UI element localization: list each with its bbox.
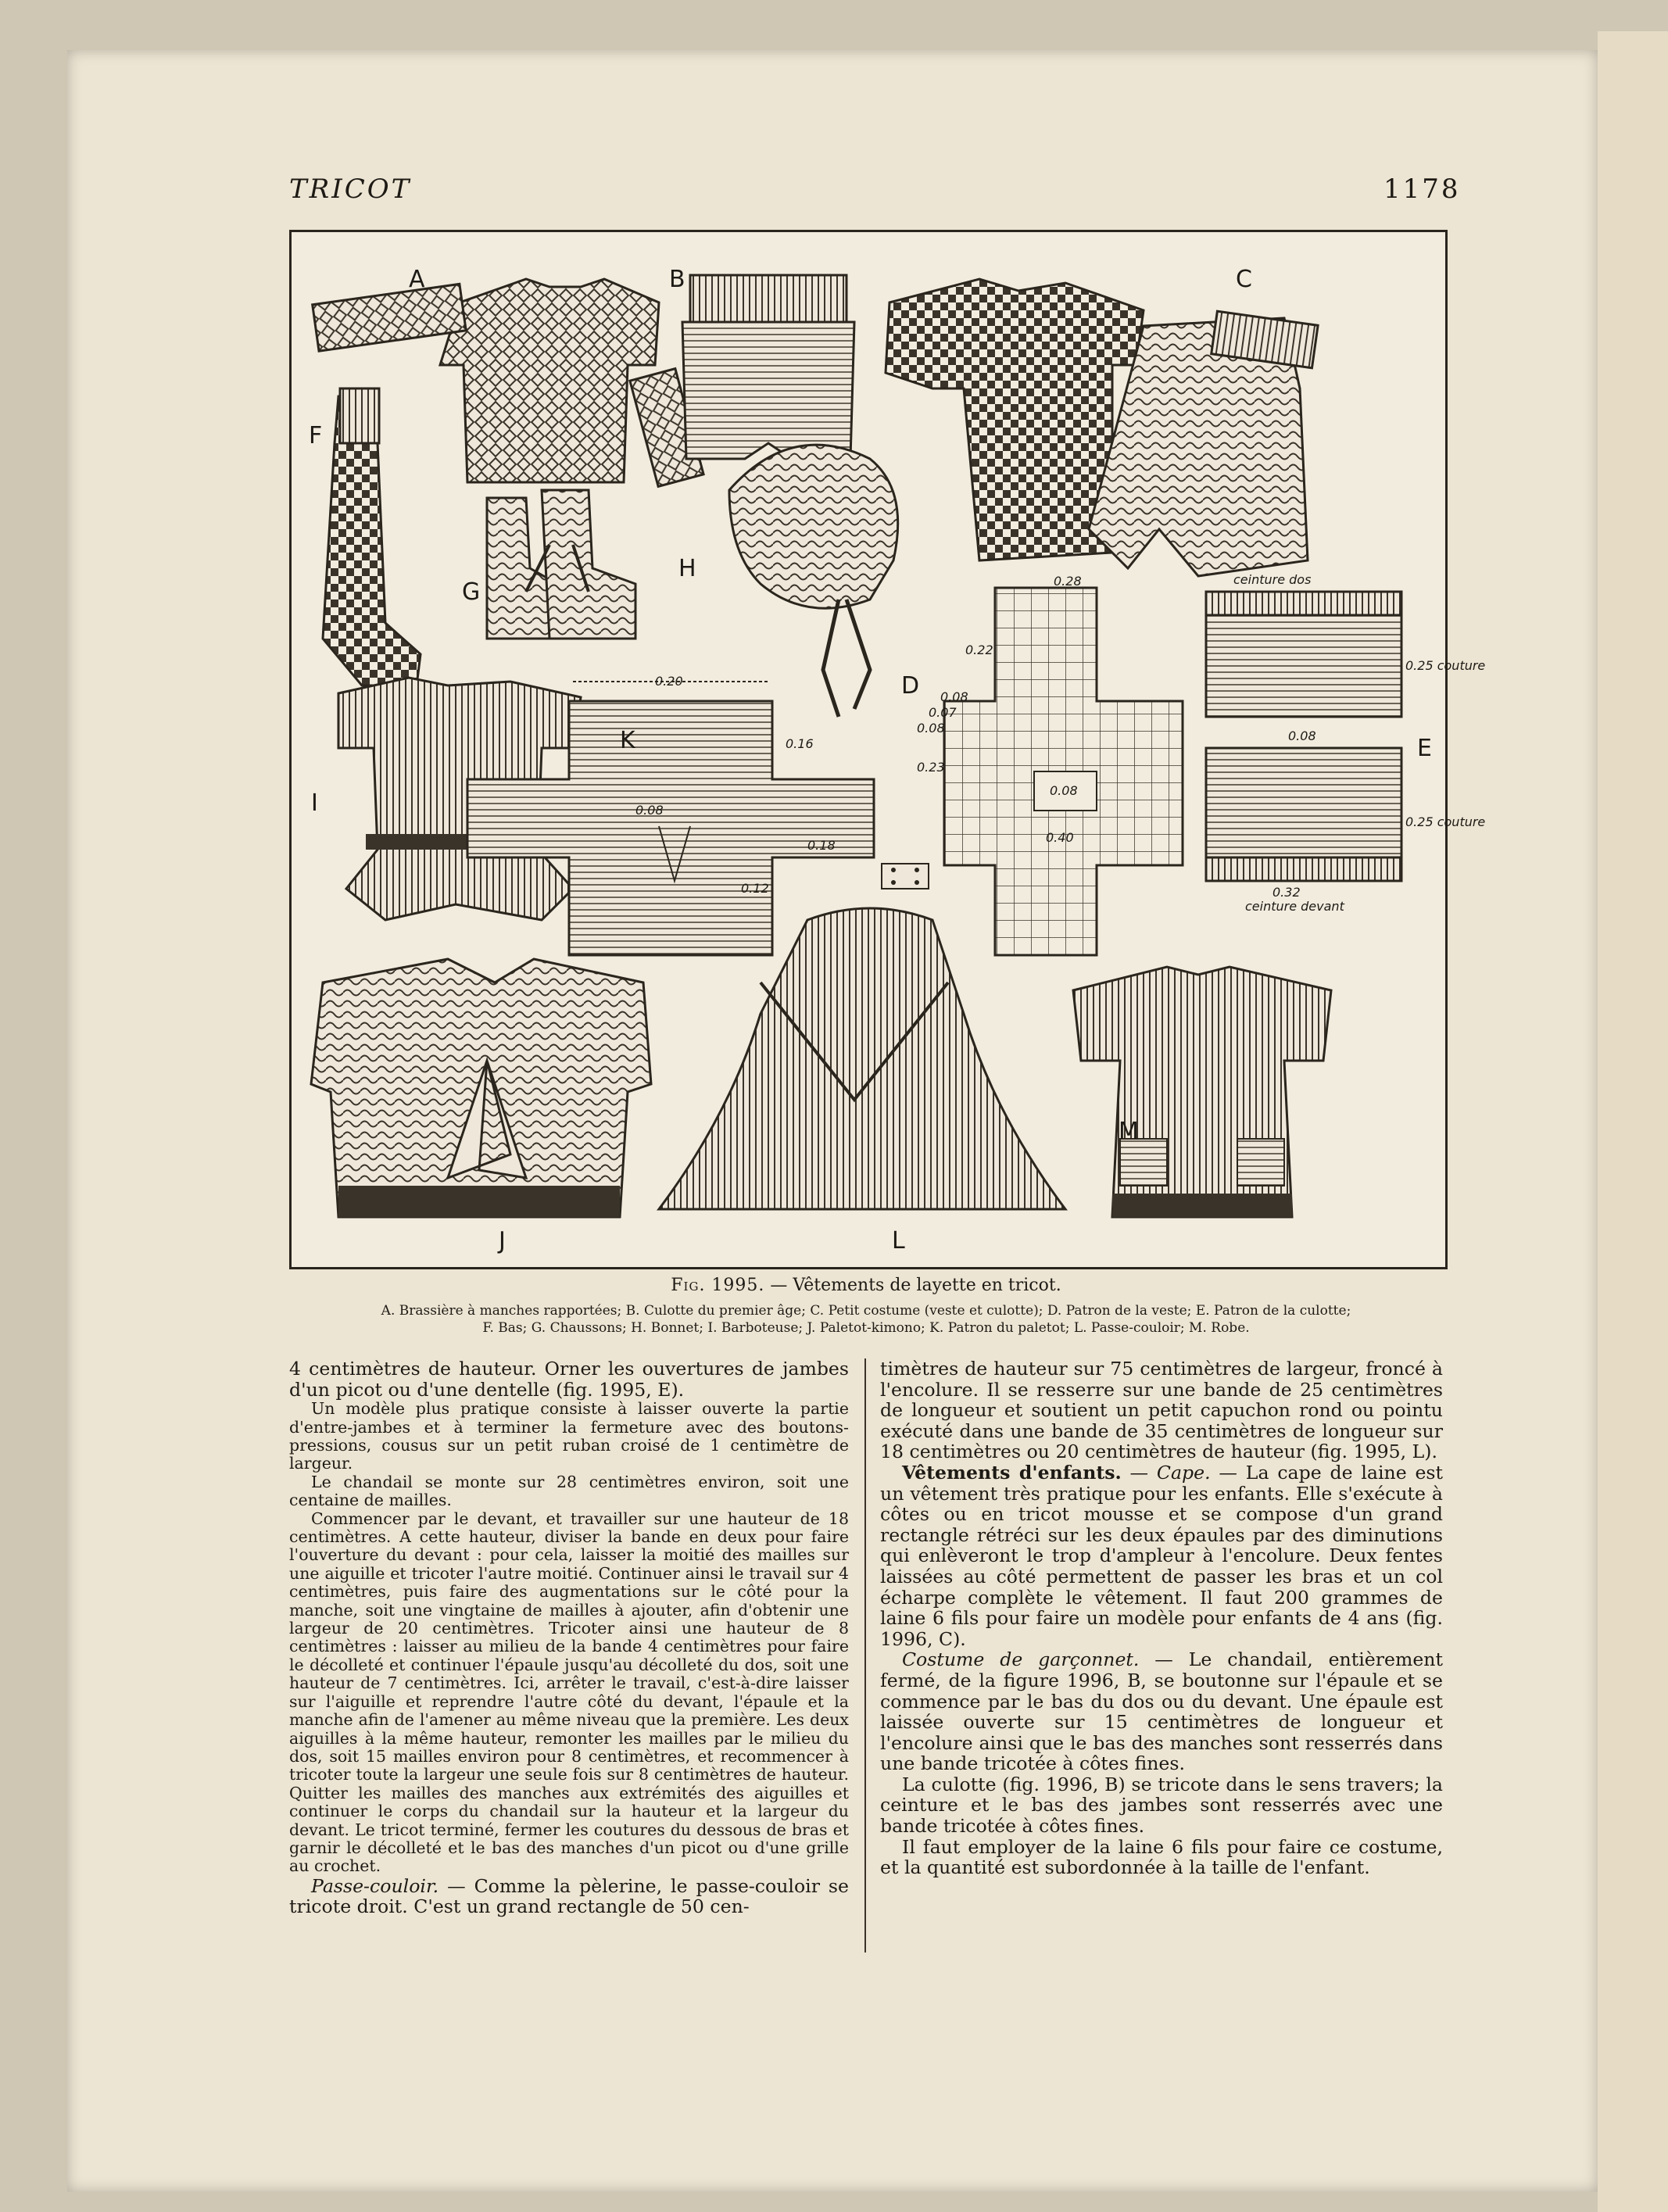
dim-d-side: 0.22 [965, 642, 993, 657]
label-d: D [901, 672, 920, 700]
dim-e-right1: 0.25 couture [1405, 658, 1486, 673]
pattern-e-culotte [1206, 572, 1485, 914]
subheading: Passe-couloir. [311, 1874, 439, 1897]
text-column-right [880, 1358, 1443, 1878]
dim-d-mid: 0.08 [1050, 783, 1078, 798]
dim-d-b: 0.07 [929, 705, 957, 720]
paragraph-text: — Comme la pèlerine, le passe-couloir se tricote droit. C'est un grand rectangle de 50 cen- [289, 1874, 849, 1918]
figure-caption [289, 1276, 1443, 1295]
dim-k-side: 0.16 [786, 736, 814, 751]
label-a: A [409, 266, 425, 293]
label-c: C [1236, 266, 1252, 293]
garment-m-robe [1073, 967, 1331, 1217]
paragraph-costume [880, 1649, 1443, 1774]
paragraph: Commencer par le devant, et travailler sur une hauteur de 18 centimètres. A cette hauteur, diviser la bande en deux pour faire l'ouverture du devant : pour cela, laisser la moitié des mailles sur une aiguille et tricoter l'autre moitié. Continuer ainsi le travail sur 4 centimètres, puis faire des augmentations sur le côté pour la manche, soit une vingtaine de mailles à ajouter, afin d'obtenir une largeur de 20 centimètres. Tricoter ainsi une hauteur de 8 centimètres : laisser au milieu de la bande 4 centimètres pour faire le décolleté et continuer l'épaule jusqu'au décolleté du dos, soit une hauteur de 7 centimètres. Ici, arrêter le travail, c'est-à-dire laisser sur l'aiguille et reprendre l'autre côté du devant, l'épaule et la manche afin de l'amener au même niveau que la première. Les deux aiguilles à la même hauteur, remonter les mailles par le milieu du dos, soit 15 mailles environ pour 8 centimètres, et recommencer à tricoter toute la largeur une seule fois sur 8 centimètres de hauteur. Quitter les mailles des manches aux extrémités des aiguilles et continuer le corps du chandail sur la hauteur et la largeur du devant. Le tricot terminé, fermer les coutures du dessous de bras et garnir le décolleté et le bas des manches d'un picot ou d'une grille au crochet. [289, 1509, 849, 1876]
garment-b-culotte [682, 275, 854, 459]
paragraph-text: La cape de laine est un vêtement très pratique pour les enfants. Elle s'exécute à côtes ou en tricot mousse et se compose d'un grand rectangle rétréci sur les deux épaules par des diminutions qui enlèveront le trop d'ampleur à l'encolure. Deux fentes laissées au côté permettent de passer les bras et un col écharpe complète le vêtement. Il faut 200 grammes de laine 6 fils pour faire un modèle pour enfants de 4 ans (fig. 1996, C). [880, 1461, 1443, 1650]
label-b: B [669, 266, 685, 293]
dim-e-right2: 0.25 couture [1405, 814, 1486, 829]
dim-k-bottom: 0.12 [741, 881, 769, 896]
garment-c-costume [886, 279, 1318, 576]
dim-e-top-label: ceinture dos [1233, 572, 1312, 587]
figure-title: — Vêtements de layette en tricot. [770, 1276, 1061, 1295]
subheading: Costume de garçonnet. [902, 1648, 1140, 1671]
label-h: H [678, 555, 696, 582]
figure-1995 [289, 230, 1486, 1269]
garment-h-bonnet [729, 445, 898, 717]
paragraph: La culotte (fig. 1996, B) se tricote dans le sens travers; la ceinture et le bas des jambes sont resserrés avec une bande tricotée à côtes fines. [880, 1773, 1443, 1838]
section-heading: Vêtements d'enfants. [902, 1461, 1122, 1484]
label-e: E [1417, 735, 1432, 762]
dim-e-mid: 0.08 [1288, 728, 1316, 743]
paragraph: timètres de hauteur sur 75 centimètres de largeur, froncé à l'encolure. Il se resserre sur une bande de 25 centimètres de longueur et soutient un petit capuchon rond ou pointu exécuté dans une bande de 35 centimètres de longueur sur 18 centimètres ou 20 centimètres de hauteur (fig. 1995, L). [880, 1358, 1443, 1463]
label-l: L [892, 1227, 905, 1255]
dim-k-right: 0.18 [807, 838, 836, 853]
figure-number: Fig. 1995. [671, 1276, 765, 1295]
button-strip [882, 864, 929, 889]
dim-e-bottom-label: ceinture devant [1245, 899, 1344, 914]
dim-d-left: 0.23 [917, 760, 945, 775]
label-m: M [1119, 1118, 1139, 1145]
dim-d-bottom: 0.40 [1046, 830, 1074, 845]
label-j: J [499, 1227, 506, 1255]
dim-k-mid: 0.08 [635, 803, 664, 818]
garment-f-bas [323, 388, 421, 685]
dim-e-bottom: 0.32 [1272, 885, 1301, 900]
dim-d-a: 0.08 [917, 721, 945, 736]
text-column-left [289, 1358, 849, 1917]
page-number: 1178 [1383, 174, 1461, 205]
label-g: G [462, 578, 481, 606]
garment-j-paletot-kimono [311, 959, 651, 1217]
paragraph-text: — Le chandail, entièrement fermé, de la figure 1996, B, se boutonne sur l'épaule et se commence par le bas du dos ou du devant. Une épaule est laissée ouverte sur 15 centimètres de longueur et l'encolure ainsi que le bas des manches sont resserrés dans une bande tricotée à côtes fines. [880, 1648, 1443, 1775]
garment-g-chaussons [487, 490, 635, 639]
figure-legend [289, 1302, 1443, 1337]
paragraph-vetements-enfants [880, 1462, 1443, 1649]
adjacent-page-edge [1598, 31, 1668, 2212]
paragraph: Un modèle plus pratique consiste à laisser ouverte la partie d'entre-jambes et à terminer la fermeture avec des boutons-pressions, cousus sur un petit ruban croisé de 1 centimètre de largeur. [289, 1399, 849, 1473]
column-rule [864, 1358, 866, 1953]
subheading: — Cape. — [1121, 1461, 1238, 1484]
paragraph: Le chandail se monte sur 28 centimètres environ, soit une centaine de mailles. [289, 1472, 849, 1510]
paragraph: 4 centimètres de hauteur. Orner les ouvertures de jambes d'un picot ou d'une dentelle (fig. 1995, E). [289, 1358, 849, 1401]
dim-d-c: 0.08 [940, 689, 968, 704]
legend-line-1: A. Brassière à manches rapportées; B. Culotte du premier âge; C. Petit costume (veste et culotte); D. Patron de la veste; E. Patron de la culotte; [381, 1303, 1351, 1319]
dim-k-top: 0.20 [655, 674, 683, 689]
label-f: F [309, 422, 323, 449]
paragraph: Il faut employer de la laine 6 fils pour faire ce costume, et la quantité est subordonnée à la taille de l'enfant. [880, 1835, 1443, 1879]
legend-line-2: F. Bas; G. Chaussons; H. Bonnet; I. Barboteuse; J. Paletot-kimono; K. Patron du paletot; L. Passe-couloir; M. Robe. [482, 1320, 1250, 1336]
label-k: K [620, 727, 635, 754]
pattern-d-veste [917, 574, 1183, 955]
running-head-section: TRICOT [289, 174, 412, 205]
paragraph-passe-couloir [289, 1876, 849, 1917]
dim-d-top: 0.28 [1054, 574, 1082, 589]
knitting-illustration [292, 232, 1486, 1267]
label-i: I [311, 789, 318, 817]
